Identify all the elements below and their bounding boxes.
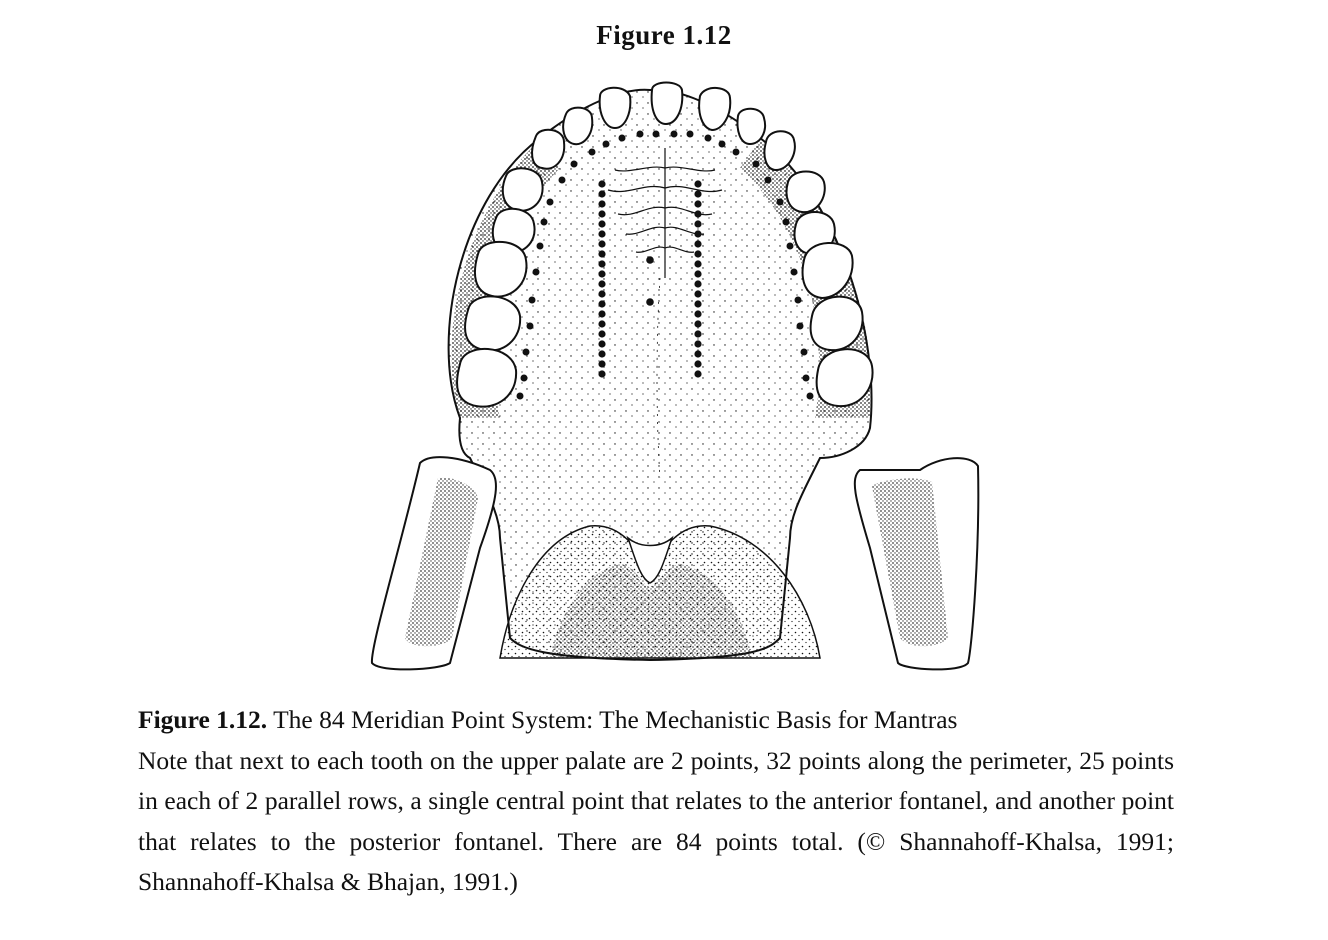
posterior-fontanel-point xyxy=(646,298,654,306)
anterior-fontanel-point xyxy=(646,256,654,264)
figure-heading: Figure 1.12 xyxy=(596,20,732,50)
upper-palate-illustration xyxy=(360,78,980,678)
caption-title-line xyxy=(138,700,1174,741)
caption-title: The 84 Meridian Point System: The Mechanistic Basis for Mantras xyxy=(273,705,958,734)
caption-body: Note that next to each tooth on the upper palate are 2 points, 32 points along the perimeter, 25 points in each of 2 parallel rows, a single central point that relates to the anterior fontanel, and another point that relates to the posterior fontanel. There are 84 points total. (© Shannahoff-Khalsa, 1991; Shannahoff-Khalsa & Bhajan, 1991.) xyxy=(138,745,1174,896)
figure-caption xyxy=(138,700,1174,903)
caption-label: Figure 1.12. xyxy=(138,705,268,734)
